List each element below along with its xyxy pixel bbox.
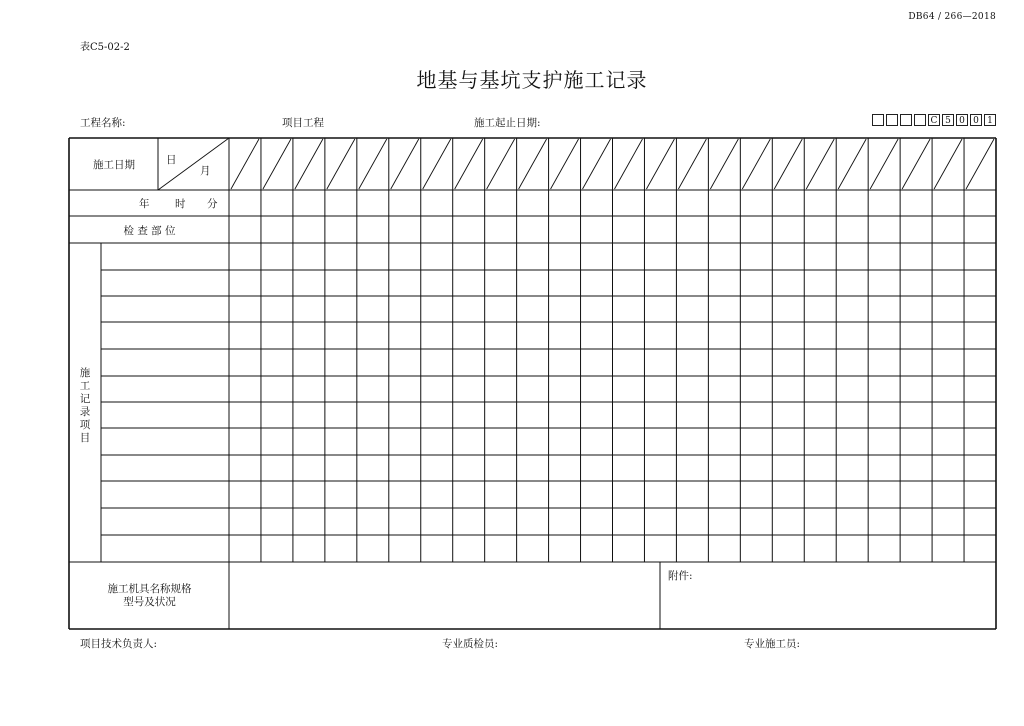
record-items-label: 施工记录项目 (79, 367, 91, 444)
quality-inspector-label: 专业质检员: (442, 638, 499, 650)
header-diagonal (423, 139, 451, 189)
page-title: 地基与基坑支护施工记录 (416, 68, 648, 92)
form-number: 表C5-02-2 (80, 42, 130, 53)
project-name-label: 工程名称: (80, 117, 126, 129)
header-diagonal (774, 139, 802, 189)
header-diagonal (583, 139, 611, 189)
date-range-label: 施工起止日期: (474, 117, 541, 129)
header-diagonal (455, 139, 483, 189)
header-diagonal (870, 139, 898, 189)
standard-number: DB64 / 266—2018 (908, 12, 996, 22)
tech-lead-label: 项目技术负责人: (80, 638, 158, 650)
header-diagonal (838, 139, 866, 189)
header-diagonal (966, 139, 994, 189)
hour-label: 时 (175, 198, 186, 210)
header-diagonal (263, 139, 291, 189)
builder-label: 专业施工员: (744, 638, 801, 650)
header-diagonal (742, 139, 770, 189)
project-name-value: 项目工程 (282, 117, 324, 129)
code-box: 0 (956, 114, 968, 126)
inspection-part-label: 检 查 部 位 (123, 225, 176, 237)
header-diagonal (551, 139, 579, 189)
day-label: 日 (166, 154, 177, 166)
header-diagonal (359, 139, 387, 189)
code-box: C (928, 114, 940, 126)
header-diagonal (710, 139, 738, 189)
header-diagonal (806, 139, 834, 189)
header-diagonal (902, 139, 930, 189)
header-diagonal (519, 139, 547, 189)
minute-label: 分 (207, 198, 218, 210)
month-label: 月 (200, 165, 211, 177)
equipment-label: 施工机具名称规格 型号及状况 (107, 583, 192, 608)
header-diagonal (391, 139, 419, 189)
header-diagonal (487, 139, 515, 189)
header-diagonal (678, 139, 706, 189)
header-diagonal (934, 139, 962, 189)
code-box: 1 (984, 114, 996, 126)
construction-date-label: 施工日期 (93, 159, 135, 171)
year-label: 年 (139, 198, 150, 210)
header-diagonal (231, 139, 259, 189)
code-box: 0 (970, 114, 982, 126)
header-diagonal (646, 139, 674, 189)
header-diagonal (327, 139, 355, 189)
code-box: 5 (942, 114, 954, 126)
header-diagonal (295, 139, 323, 189)
attachment-label: 附件: (668, 570, 693, 582)
header-diagonal (615, 139, 643, 189)
